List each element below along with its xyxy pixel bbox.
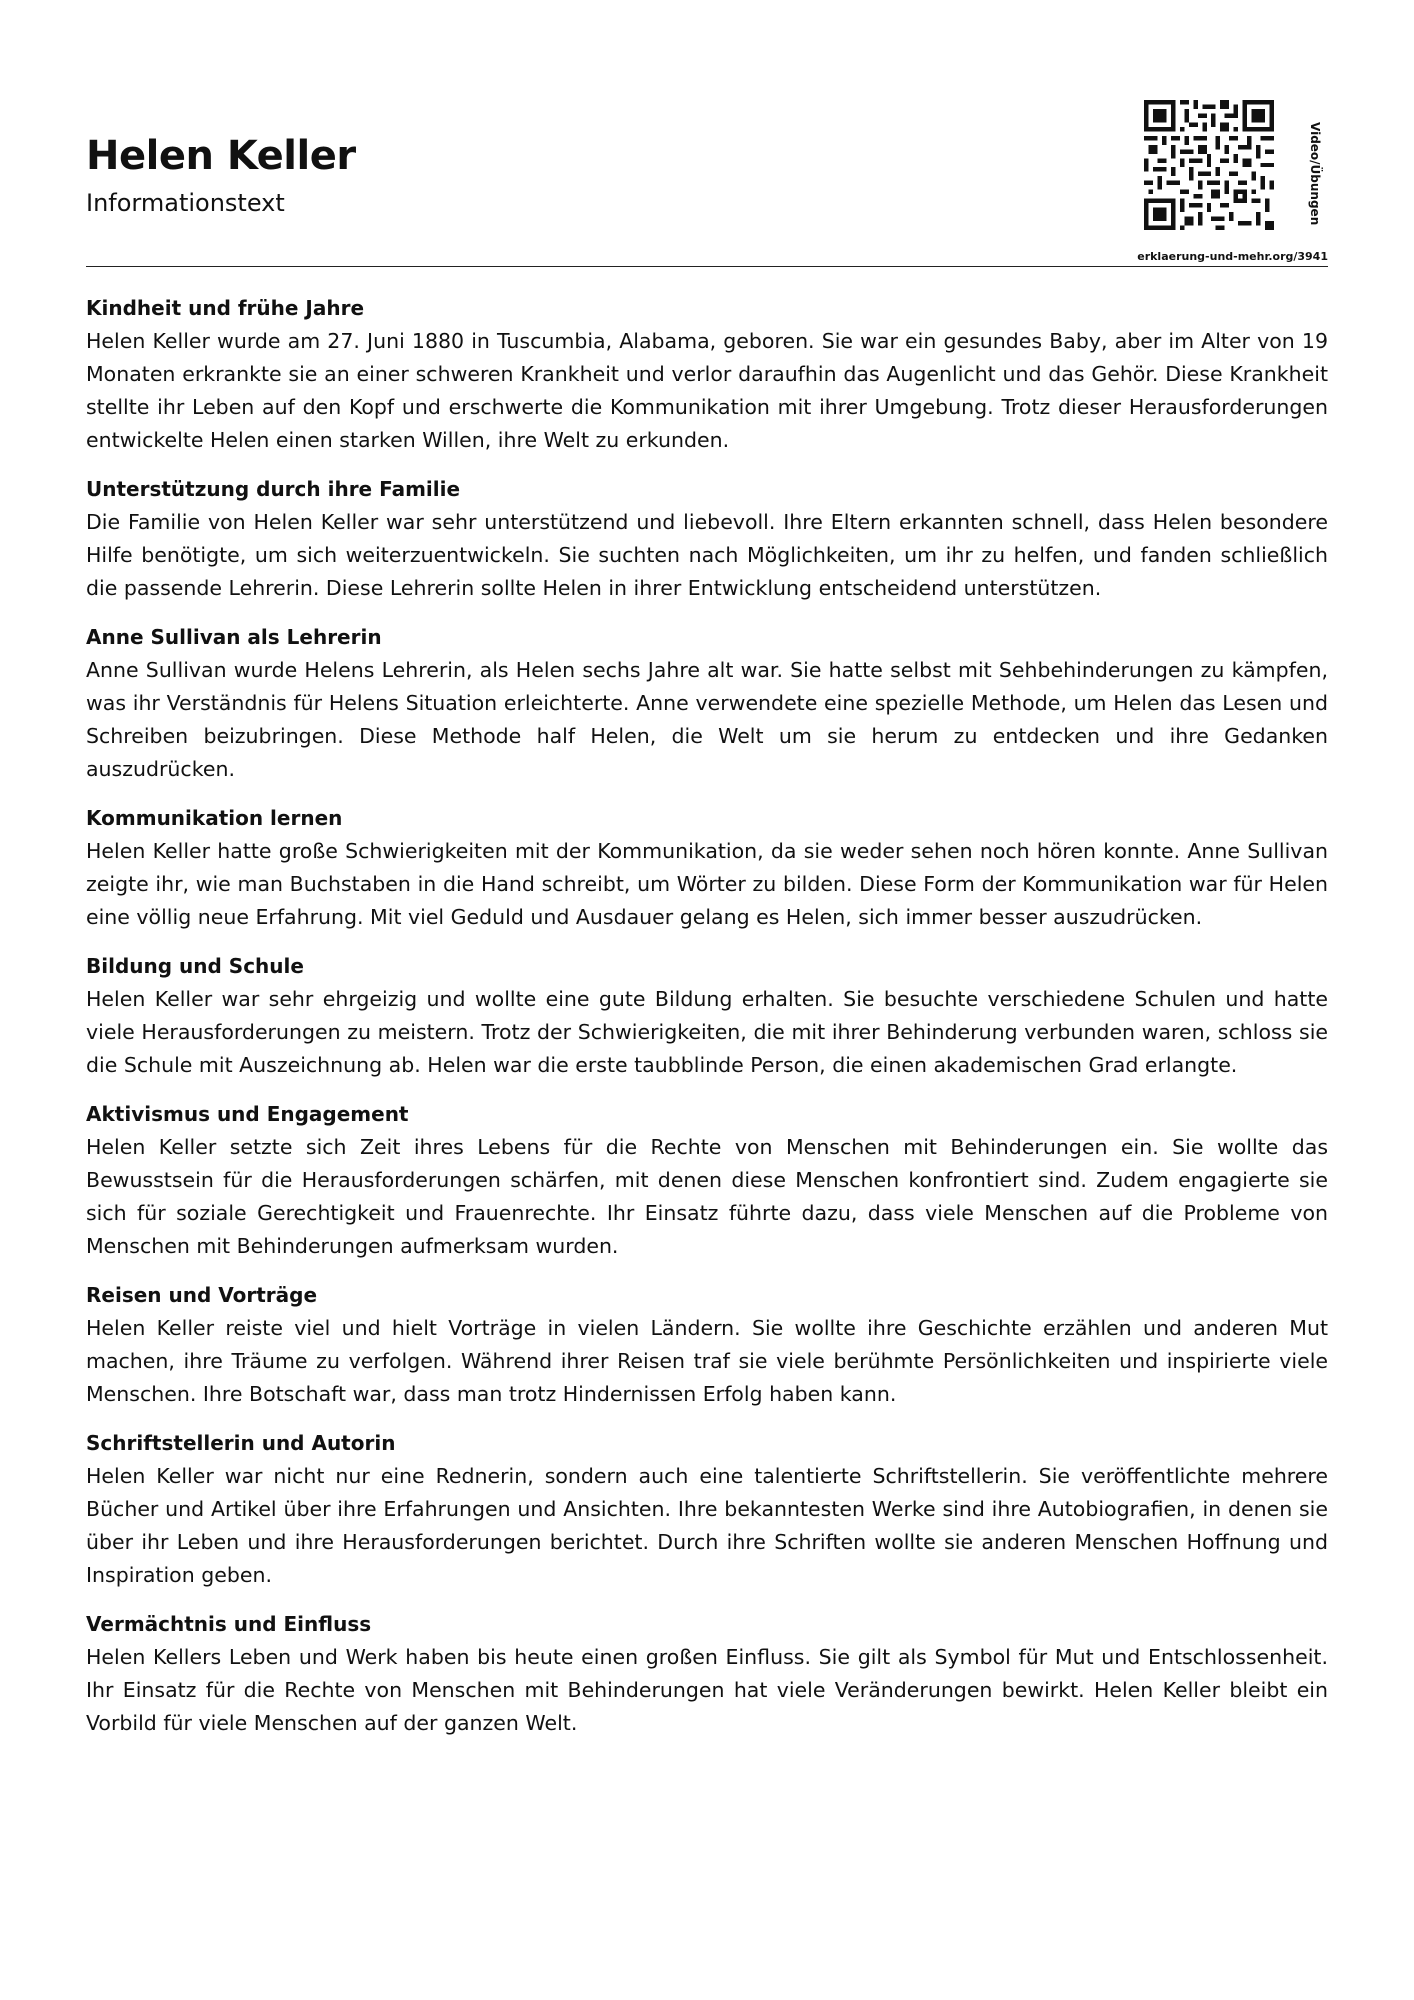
- section-body: Helen Keller wurde am 27. Juni 1880 in Tuscumbia, Alabama, geboren. Sie war ein gesundes Baby, aber im Alter von 19 Monaten erkrankte sie an einer schweren Krankheit und verlor daraufhin das Augenlicht und das Gehör. Diese Krankheit stellte ihr Leben auf den Kopf und erschwerte die Kommunikation mit ihrer Umgebung. Trotz dieser Herausforderungen entwickelte Helen einen starken Willen, ihre Welt zu erkunden.: [86, 329, 1328, 452]
- qr-side-label: Video/Übungen: [1308, 122, 1322, 226]
- header-divider: [86, 266, 1328, 267]
- page-header: [86, 100, 1328, 270]
- section-heading: Reisen und Vorträge: [86, 1283, 318, 1307]
- section-sullivan: [86, 621, 1328, 786]
- section-kindheit: [86, 292, 1328, 457]
- page-title: Helen Keller: [86, 133, 356, 179]
- section-heading: Kindheit und frühe Jahre: [86, 296, 365, 320]
- section-body: Anne Sullivan wurde Helens Lehrerin, als Helen sechs Jahre alt war. Sie hatte selbst mit Sehbehinderungen zu kämpfen, was ihr Verständnis für Helens Situation erleichterte. Anne verwendete eine spezielle Methode, um Helen das Lesen und Schreiben beizubringen. Diese Methode half Helen, die Welt um sie herum zu entdecken und ihre Gedanken auszudrücken.: [86, 658, 1328, 781]
- qr-code-link[interactable]: [1144, 100, 1274, 234]
- section-bildung: [86, 950, 1328, 1082]
- section-aktivismus: [86, 1098, 1328, 1263]
- section-body: Helen Keller hatte große Schwierigkeiten mit der Kommunikation, da sie weder sehen noch hören konnte. Anne Sullivan zeigte ihr, wie man Buchstaben in die Hand schreibt, um Wörter zu bilden. Diese Form der Kommunikation war für Helen eine völlig neue Erfahrung. Mit viel Geduld und Ausdauer gelang es Helen, sich immer besser auszudrücken.: [86, 839, 1328, 929]
- qr-url[interactable]: erklaerung-und-mehr.org/3941: [1137, 250, 1328, 263]
- section-heading: Bildung und Schule: [86, 954, 304, 978]
- section-body: Helen Keller setzte sich Zeit ihres Lebens für die Rechte von Menschen mit Behinderungen ein. Sie wollte das Bewusstsein für die Herausforderungen schärfen, mit denen diese Menschen konfrontiert sind. Zudem engagierte sie sich für soziale Gerechtigkeit und Frauenrechte. Ihr Einsatz führte dazu, dass viele Menschen auf die Probleme von Menschen mit Behinderungen aufmerksam wurden.: [86, 1135, 1328, 1258]
- section-schriftstellerin: [86, 1427, 1328, 1592]
- section-body: Die Familie von Helen Keller war sehr unterstützend und liebevoll. Ihre Eltern erkannten schnell, dass Helen besondere Hilfe benötigte, um sich weiterzuentwickeln. Sie suchten nach Möglichkeiten, um ihr zu helfen, und fanden schließlich die passende Lehrerin. Diese Lehrerin sollte Helen in ihrer Entwicklung entscheidend unterstützen.: [86, 510, 1328, 600]
- qr-code-icon[interactable]: [1144, 100, 1274, 230]
- section-kommunikation: [86, 802, 1328, 934]
- section-body: Helen Keller war nicht nur eine Rednerin, sondern auch eine talentierte Schriftstellerin. Sie veröffentlichte mehrere Bücher und Artikel über ihre Erfahrungen und Ansichten. Ihre bekanntesten Werke sind ihre Autobiografien, in denen sie über ihr Leben und ihre Herausforderungen berichtet. Durch ihre Schriften wollte sie anderen Menschen Hoffnung und Inspiration geben.: [86, 1464, 1328, 1587]
- section-body: Helen Keller war sehr ehrgeizig und wollte eine gute Bildung erhalten. Sie besuchte verschiedene Schulen und hatte viele Herausforderungen zu meistern. Trotz der Schwierigkeiten, die mit ihrer Behinderung verbunden waren, schloss sie die Schule mit Auszeichnung ab. Helen war die erste taubblinde Person, die einen akademischen Grad erlangte.: [86, 987, 1328, 1077]
- section-body: Helen Kellers Leben und Werk haben bis heute einen großen Einfluss. Sie gilt als Symbol für Mut und Entschlossenheit. Ihr Einsatz für die Rechte von Menschen mit Behinderungen hat viele Veränderungen bewirkt. Helen Keller bleibt ein Vorbild für viele Menschen auf der ganzen Welt.: [86, 1645, 1328, 1735]
- section-heading: Schriftstellerin und Autorin: [86, 1431, 396, 1455]
- section-heading: Aktivismus und Engagement: [86, 1102, 409, 1126]
- section-vermaechtnis: [86, 1608, 1328, 1740]
- section-heading: Vermächtnis und Einfluss: [86, 1612, 372, 1636]
- page-subtitle: Informationstext: [86, 189, 285, 217]
- section-heading: Kommunikation lernen: [86, 806, 343, 830]
- section-heading: Anne Sullivan als Lehrerin: [86, 625, 382, 649]
- section-body: Helen Keller reiste viel und hielt Vorträge in vielen Ländern. Sie wollte ihre Geschichte erzählen und anderen Mut machen, ihre Träume zu verfolgen. Während ihrer Reisen traf sie viele berühmte Persönlichkeiten und inspirierte viele Menschen. Ihre Botschaft war, dass man trotz Hindernissen Erfolg haben kann.: [86, 1316, 1328, 1406]
- main-content: [86, 292, 1328, 1756]
- section-familie: [86, 473, 1328, 605]
- section-heading: Unterstützung durch ihre Familie: [86, 477, 461, 501]
- section-reisen: [86, 1279, 1328, 1411]
